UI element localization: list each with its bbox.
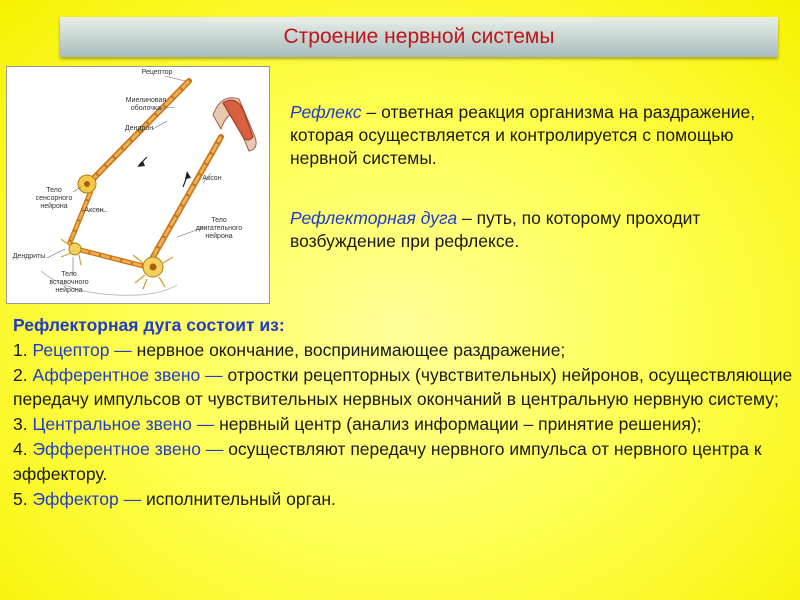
list-item-term: Рецептор — <box>32 339 132 360</box>
label-motor-body: Тело двигательного нейрона <box>195 217 243 240</box>
label-myelin: Миелиновая оболочка <box>125 97 167 112</box>
arc-components <box>13 313 793 511</box>
label-axon-right: Аксон <box>202 175 222 182</box>
label-dendrite: Дендрон <box>124 125 154 132</box>
label-axon-left: Аксон <box>84 207 104 214</box>
list-item-term: Центральное звено — <box>32 414 215 435</box>
reflex-text: – ответная реакция организма на раздражение, которая осуществляется и контролируется с помощью нервной системы. <box>290 102 756 168</box>
reflex-term: Рефлекс <box>290 102 362 122</box>
list-item: 1. Рецептор — нервное окончание, воспринимающее раздражение; <box>13 339 566 360</box>
reflex-arc-diagram <box>6 66 270 304</box>
reflex-definition <box>290 101 760 170</box>
list-heading: Рефлекторная дуга состоит из: <box>13 315 285 335</box>
list-item-term: Эффектор — <box>32 488 142 509</box>
label-receptor: Рецептор <box>141 69 173 76</box>
list-item: 4. Эфферентное звено — осуществляют передачу нервного импульса от нервного центра к эффектору. <box>13 438 762 484</box>
label-dendrites: Дендриты <box>12 253 46 260</box>
page-title: Строение нервной системы <box>283 25 555 48</box>
label-interneuron: Тело вставочного нейрона <box>49 271 89 294</box>
list-item: 5. Эффектор — исполнительный орган. <box>13 488 336 509</box>
label-sensory-body: Тело сенсорного нейрона <box>35 187 73 210</box>
list-item: 3. Центральное звено — нервный центр (анализ информации – принятие решения); <box>13 414 702 435</box>
list-item-term: Эфферентное звено — <box>32 438 224 459</box>
title-bar <box>60 17 778 57</box>
list-item-term: Афферентное звено — <box>32 364 223 385</box>
arc-term: Рефлекторная дуга <box>290 208 458 228</box>
list-item: 2. Афферентное звено — отростки рецепторных (чувствительных) нейронов, осуществляющие передачу импульсов от чувствительных нервных окончаний в центральную нервную систему; <box>13 364 793 410</box>
arc-text: – путь, по которому проходит возбуждение при рефлексе. <box>290 208 701 251</box>
arc-definition <box>290 207 760 253</box>
